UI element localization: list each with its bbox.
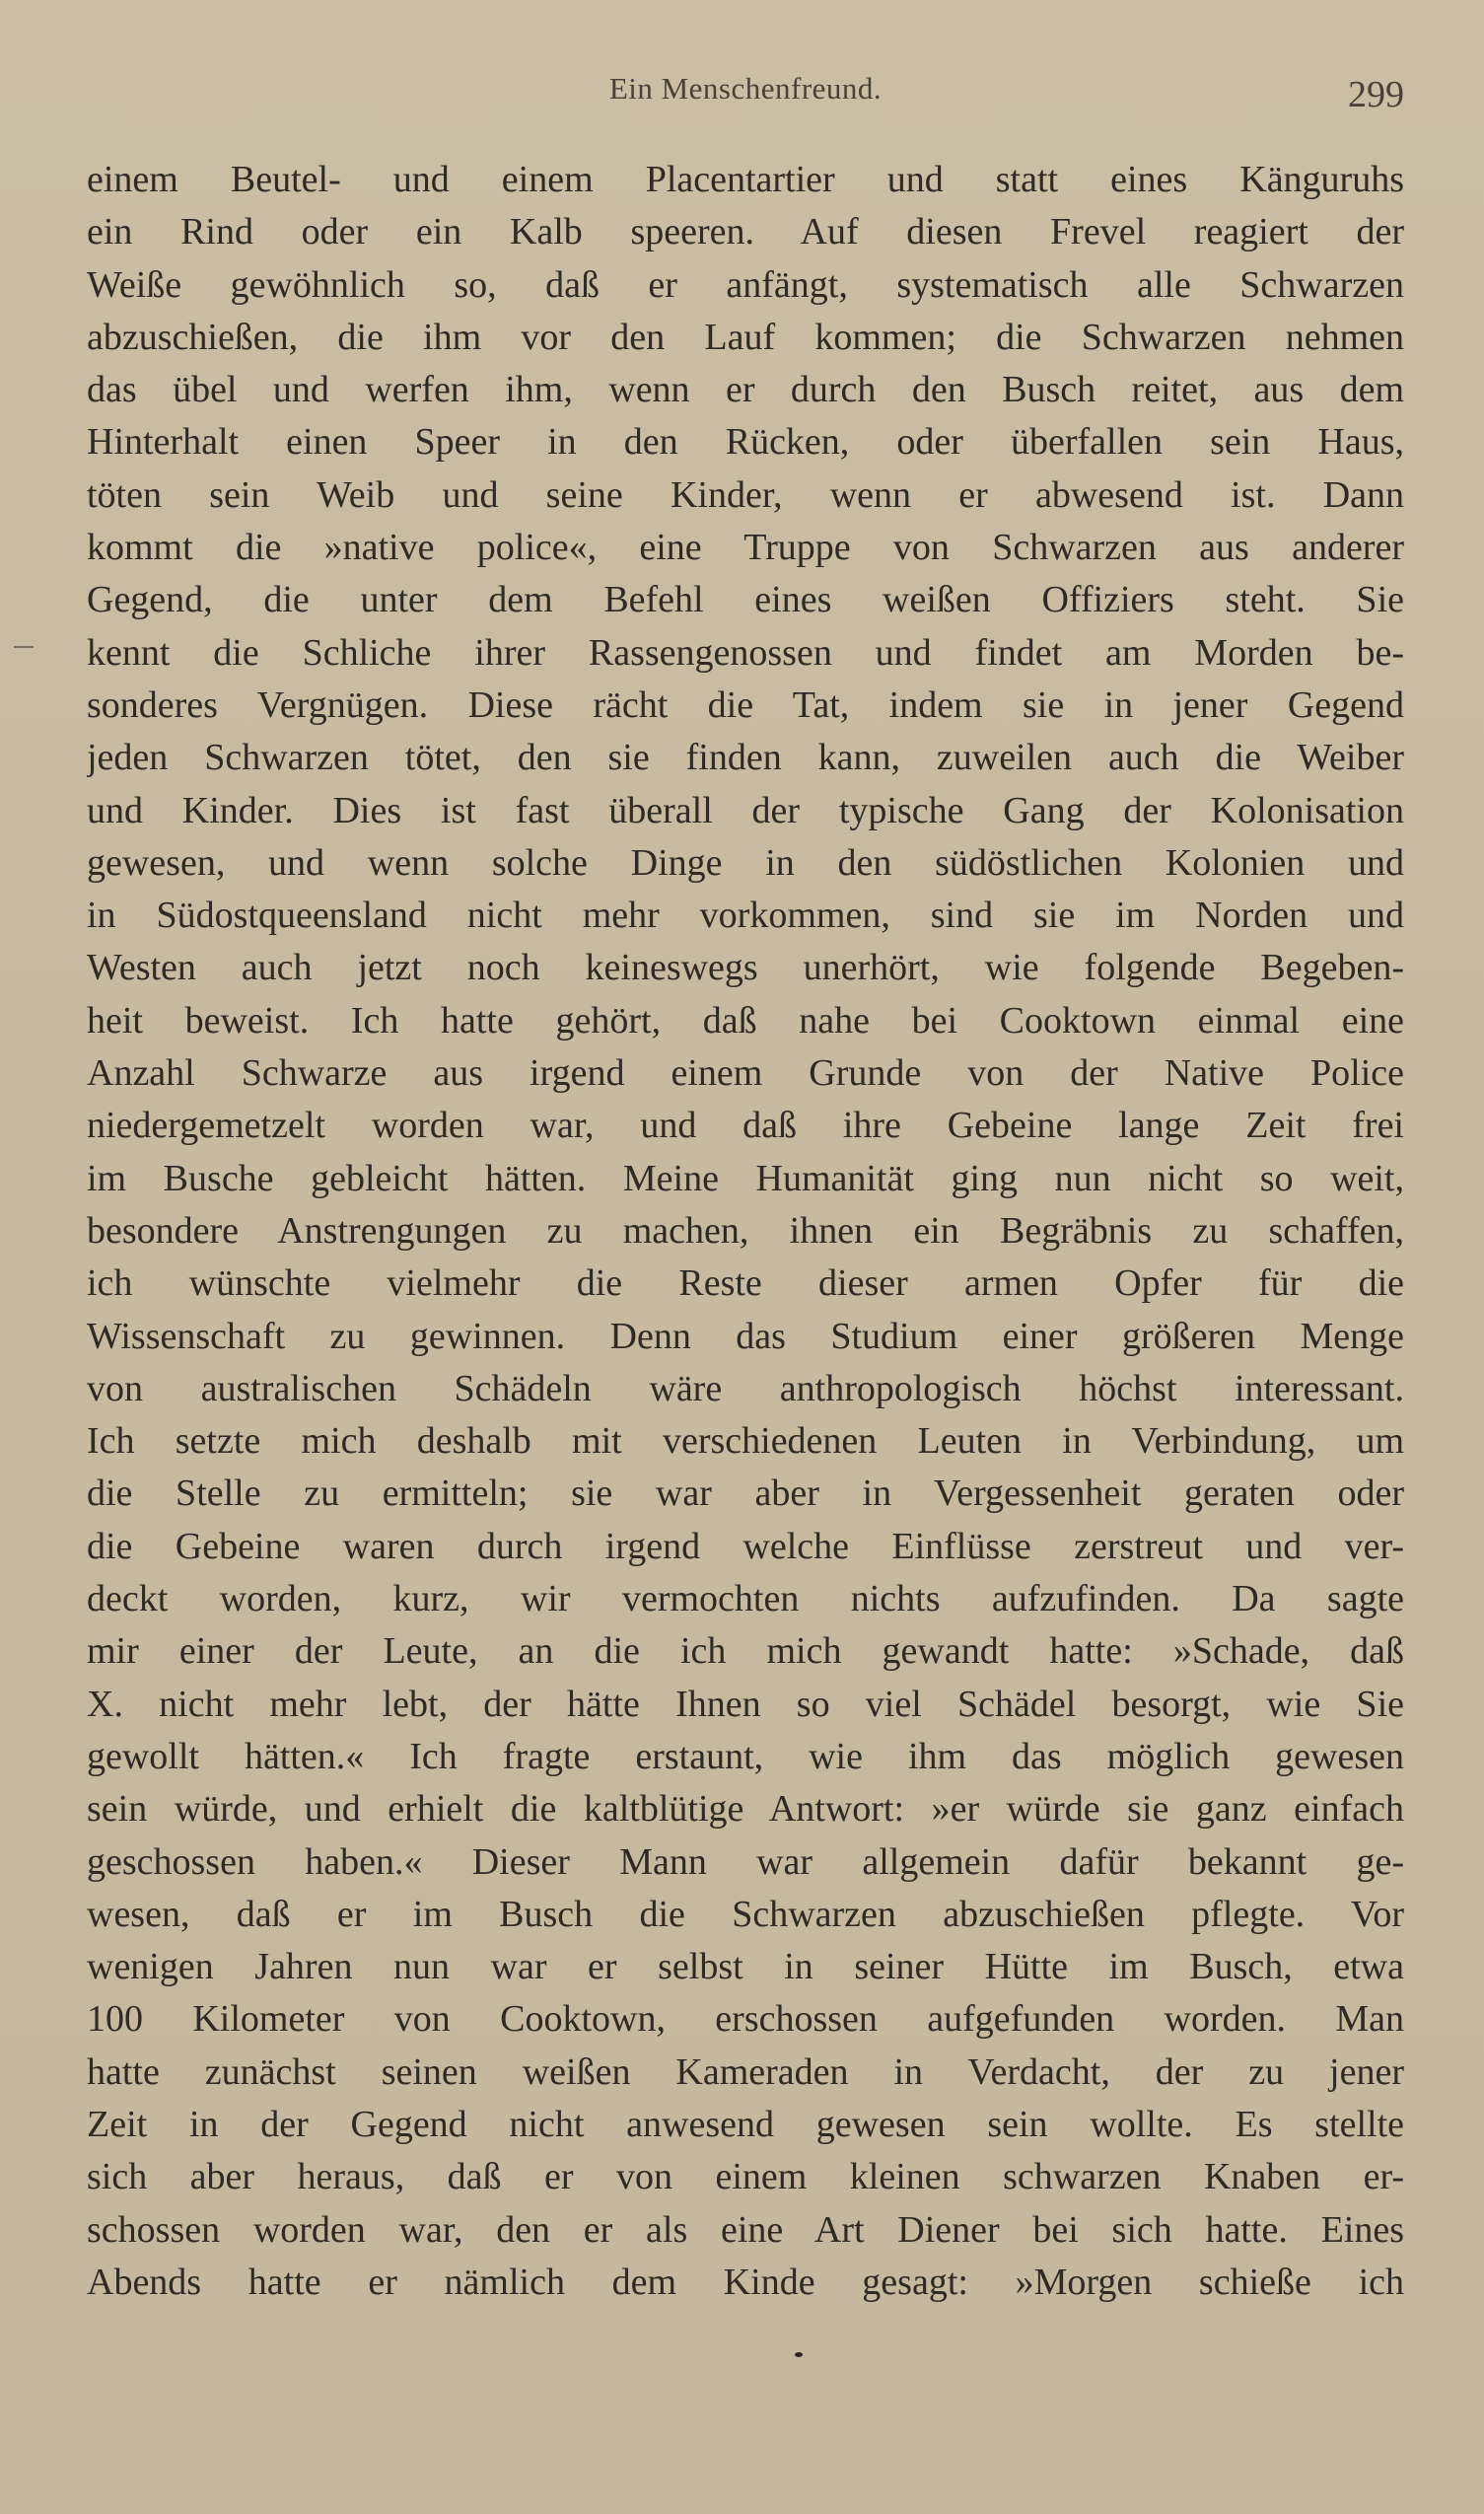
- text-line: wenigen Jahren nun war er selbst in seiner Hütte im Busch, etwa: [87, 1946, 1404, 1988]
- text-line: Hinterhalt einen Speer in den Rücken, oder überfallen sein Haus,: [87, 421, 1404, 464]
- text-line: gewollt hätten.« Ich fragte erstaunt, wie ihm das möglich gewesen: [87, 1735, 1404, 1777]
- text-line: töten sein Weib und seine Kinder, wenn er abwesend ist. Dann: [87, 473, 1404, 516]
- text-line: die Stelle zu ermitteln; sie war aber in Vergessenheit geraten oder: [87, 1472, 1404, 1515]
- text-line: schossen worden war, den er als eine Art Diener bei sich hatte. Eines: [87, 2208, 1404, 2251]
- text-line: kommt die »native police«, eine Truppe von Schwarzen aus anderer: [87, 527, 1404, 569]
- text-line: besondere Anstrengungen zu machen, ihnen ein Begräbnis zu schaffen,: [87, 1209, 1404, 1252]
- text-line: das übel und werfen ihm, wenn er durch den Busch reitet, aus dem: [87, 369, 1404, 411]
- text-line: niedergemetzelt worden war, und daß ihre Gebeine lange Zeit frei: [87, 1105, 1404, 1147]
- text-line: ich wünschte vielmehr die Reste dieser armen Opfer für die: [87, 1262, 1404, 1305]
- text-line: sein würde, und erhielt die kaltblütige Antwort: »er würde sie ganz einfach: [87, 1788, 1404, 1831]
- text-line: kennt die Schliche ihrer Rassengenossen und findet am Morden be-: [87, 631, 1404, 674]
- text-line: Abends hatte er nämlich dem Kinde gesagt: »Morgen schieße ich: [87, 2261, 1404, 2303]
- text-line: im Busche gebleicht hätten. Meine Humanität ging nun nicht so weit,: [87, 1157, 1404, 1199]
- body-text: [87, 154, 1404, 2309]
- text-line: gewesen, und wenn solche Dinge in den südöstlichen Kolonien und: [87, 841, 1404, 884]
- running-head: [87, 71, 1404, 120]
- text-line: ein Rind oder ein Kalb speeren. Auf diesen Frevel reagiert der: [87, 211, 1404, 253]
- text-line: sonderes Vergnügen. Diese rächt die Tat, indem sie in jener Gegend: [87, 683, 1404, 726]
- text-line: heit beweist. Ich hatte gehört, daß nahe bei Cooktown einmal eine: [87, 999, 1404, 1042]
- ink-speck: [795, 2352, 803, 2357]
- text-line: Westen auch jetzt noch keineswegs unerhört, wie folgende Begeben-: [87, 947, 1404, 989]
- text-line: deckt worden, kurz, wir vermochten nichts aufzufinden. Da sagte: [87, 1578, 1404, 1620]
- text-line: die Gebeine waren durch irgend welche Einflüsse zerstreut und ver-: [87, 1525, 1404, 1567]
- text-line: Anzahl Schwarze aus irgend einem Grunde von der Native Police: [87, 1052, 1404, 1095]
- text-line: Ich setzte mich deshalb mit verschiedenen Leuten in Verbindung, um: [87, 1420, 1404, 1463]
- margin-mark: [14, 646, 34, 648]
- text-line: mir einer der Leute, an die ich mich gewandt hatte: »Schade, daß: [87, 1630, 1404, 1673]
- text-line: abzuschießen, die ihm vor den Lauf kommen; die Schwarzen nehmen: [87, 316, 1404, 358]
- text-line: wesen, daß er im Busch die Schwarzen abzuschießen pflegte. Vor: [87, 1893, 1404, 1935]
- text-line: von australischen Schädeln wäre anthropologisch höchst interessant.: [87, 1367, 1404, 1409]
- text-line: Wissenschaft zu gewinnen. Denn das Studium einer größeren Menge: [87, 1315, 1404, 1357]
- text-line: hatte zunächst seinen weißen Kameraden in Verdacht, der zu jener: [87, 2050, 1404, 2093]
- text-line: geschossen haben.« Dieser Mann war allgemein dafür bekannt ge-: [87, 1840, 1404, 1883]
- running-title: Ein Menschenfreund.: [608, 71, 883, 106]
- text-line: Weiße gewöhnlich so, daß er anfängt, systematisch alle Schwarzen: [87, 263, 1404, 306]
- text-line: 100 Kilometer von Cooktown, erschossen aufgefunden worden. Man: [87, 1998, 1404, 2041]
- text-line: Zeit in der Gegend nicht anwesend gewesen sein wollte. Es stellte: [87, 2103, 1404, 2145]
- text-line: Gegend, die unter dem Befehl eines weißen Offiziers steht. Sie: [87, 579, 1404, 621]
- text-line: und Kinder. Dies ist fast überall der typische Gang der Kolonisation: [87, 789, 1404, 831]
- text-line: sich aber heraus, daß er von einem kleinen schwarzen Knaben er-: [87, 2156, 1404, 2198]
- page-number: 299: [1348, 74, 1404, 115]
- text-line: einem Beutel- und einem Placentartier und statt eines Känguruhs: [87, 159, 1404, 200]
- text-line: in Südostqueensland nicht mehr vorkommen, sind sie im Norden und: [87, 895, 1404, 937]
- text-line: X. nicht mehr lebt, der hätte Ihnen so viel Schädel besorgt, wie Sie: [87, 1683, 1404, 1725]
- text-line: jeden Schwarzen tötet, den sie finden kann, zuweilen auch die Weiber: [87, 737, 1404, 779]
